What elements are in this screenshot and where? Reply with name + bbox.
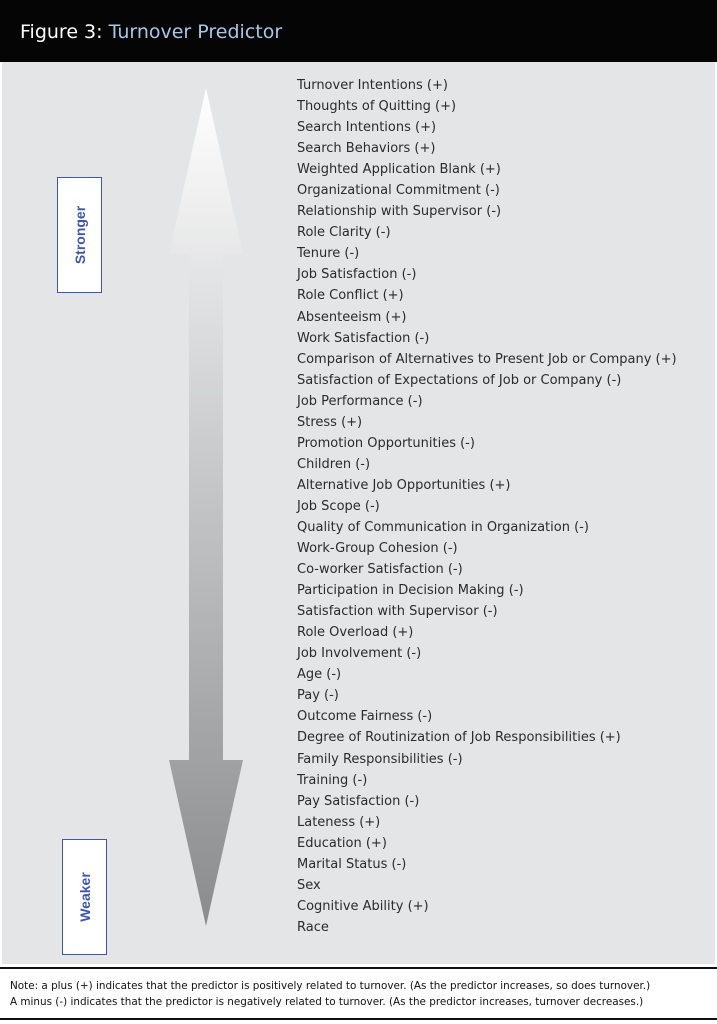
predictor-item: Comparison of Alternatives to Present Job or Company (+) [297,351,677,367]
predictor-item: Family Responsibilities (-) [297,751,463,767]
predictor-item: Work-Group Cohesion (-) [297,541,458,557]
figure-notes [10,978,650,1010]
predictor-list [297,75,677,938]
predictor-item: Promotion Opportunities (-) [297,435,475,451]
predictor-item: Age (-) [297,667,342,683]
predictor-item: Relationship with Supervisor (-) [297,204,502,220]
predictor-item: Race [297,919,329,935]
predictor-item: Sex [297,877,321,893]
predictor-item: Participation in Decision Making (-) [297,583,524,599]
predictor-item: Pay (-) [297,688,339,704]
figure-title-text: Turnover Predictor [108,21,283,43]
stronger-label-box [57,177,102,293]
divider-top [0,967,717,969]
predictor-item: Pay Satisfaction (-) [297,793,420,809]
predictor-item: Absenteeism (+) [297,309,407,325]
predictor-item: Thoughts of Quitting (+) [297,99,457,115]
note-line-minus: A minus (-) indicates that the predictor is negatively related to turnover. (As the predictor increases, turnover decreases.) [10,996,644,1008]
predictor-item: Role Overload (+) [297,625,414,641]
divider-bottom [0,1018,717,1020]
predictor-item: Alternative Job Opportunities (+) [297,477,511,493]
predictor-item: Organizational Commitment (-) [297,183,500,199]
predictor-item: Turnover Intentions (+) [297,78,448,93]
figure-title [20,20,282,44]
predictor-item: Work Satisfaction (-) [297,330,430,346]
predictor-item: Education (+) [297,835,387,851]
predictor-item: Training (-) [297,772,368,788]
predictor-item: Job Scope (-) [297,498,380,514]
stronger-label: Stronger [71,205,88,265]
predictor-item: Job Satisfaction (-) [297,267,417,283]
figure-header [0,0,717,62]
predictor-item: Role Conflict (+) [297,288,404,304]
weaker-label: Weaker [76,872,93,922]
predictor-item: Marital Status (-) [297,856,407,872]
predictor-item: Search Behaviors (+) [297,141,436,157]
predictor-item: Search Intentions (+) [297,120,437,136]
weaker-label-box [62,839,107,955]
predictor-item: Degree of Routinization of Job Responsibilities (+) [297,730,621,746]
predictor-item: Job Performance (-) [297,393,423,409]
predictor-item: Weighted Application Blank (+) [297,162,501,178]
predictor-item: Stress (+) [297,414,363,430]
predictor-item: Satisfaction of Expectations of Job or Company (-) [297,372,622,388]
predictor-item: Outcome Fairness (-) [297,709,433,725]
predictor-item: Satisfaction with Supervisor (-) [297,604,498,620]
note-line-plus: Note: a plus (+) indicates that the predictor is positively related to turnover. (As the predictor increases, so does turnover.) [10,980,651,992]
predictor-item: Lateness (+) [297,814,381,830]
strength-arrow-shape [169,88,243,926]
predictor-item: Tenure (-) [297,246,360,262]
predictor-item: Cognitive Ability (+) [297,898,429,914]
figure-label: Figure 3: [20,21,103,43]
predictor-item: Job Involvement (-) [297,646,422,662]
predictor-item: Co-worker Satisfaction (-) [297,562,463,578]
predictor-item: Quality of Communication in Organization (-) [297,519,589,535]
predictor-item: Role Clarity (-) [297,225,391,241]
predictor-item: Children (-) [297,456,371,472]
